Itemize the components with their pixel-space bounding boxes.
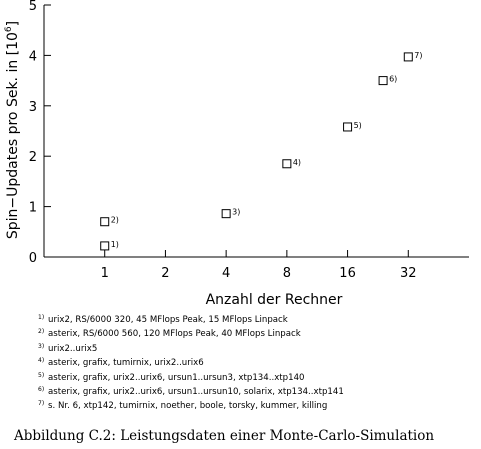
data-point-marker [222,210,230,218]
footnote-text: asterix, grafix, urix2..urix6, ursun1..ursun10, solarix, xtp134..xtp141 [48,387,344,398]
data-point-label: 4) [292,157,302,167]
y-axis-label-exponent: 6 [4,26,14,33]
footnote-item [38,370,478,384]
footnote-marker: 4) [38,357,45,365]
footnote-marker: 7) [38,400,45,408]
data-point-marker [101,242,109,250]
y-tick-label: 5 [28,0,37,14]
footnote-marker: 5) [38,371,45,379]
footnote-text: asterix, RS/6000 560, 120 MFlops Peak, 40 MFlops Linpack [48,329,301,340]
footnote-marker: 2) [38,328,45,336]
y-tick-label: 1 [28,200,37,216]
data-point-label: 6) [389,74,398,84]
y-axis-label [4,21,21,239]
data-point-marker [101,218,109,226]
data-point-label: 5) [353,120,362,130]
footnote-item [38,341,478,355]
footnote-marker: 3) [38,342,45,350]
footnote-text: asterix, grafix, tumirnix, urix2..urix6 [48,358,204,369]
y-tick-label: 2 [28,150,37,166]
y-tick-label: 3 [28,99,37,115]
x-tick-label: 2 [161,266,170,281]
x-axis-label: Anzahl der Rechner [205,292,343,308]
footnote-text: urix2, RS/6000 320, 45 MFlops Peak, 15 MFlops Linpack [48,315,288,325]
data-point-marker [404,53,412,61]
footnote-item [38,398,478,412]
data-point-marker [379,77,387,85]
y-axis-label-text: Spin−Updates pro Sek. in [10 [5,32,21,240]
figure-caption: Abbildung C.2: Leistungsdaten einer Monte-Carlo-Simulation [14,428,435,444]
x-axis-ticks [101,250,417,281]
data-point-marker [344,123,352,131]
footnote-item [38,312,478,326]
footnote-marker: 1) [38,314,45,321]
footnote-text: asterix, grafix, urix2..urix6, ursun1..ursun3, xtp134..xtp140 [48,372,305,383]
footnote-text: urix2..urix5 [48,343,98,354]
y-axis-label-close: ] [5,20,21,27]
data-point-marker [283,160,291,168]
x-tick-label: 4 [222,266,231,281]
footnote-text: s. Nr. 6, xtp142, tumirnix, noether, boole, torsky, kummer, killing [48,401,328,412]
data-point-label: 1) [110,239,119,249]
footnote-item [38,355,478,369]
footnote-item [38,384,478,398]
x-tick-label: 16 [339,266,356,281]
data-point-label: 3) [232,207,241,217]
x-tick-label: 32 [400,266,417,281]
data-point-label: 2) [110,215,119,225]
x-tick-label: 8 [282,266,291,281]
x-tick-label: 1 [100,266,109,281]
data-point-label: 7) [414,50,423,60]
data-points [101,51,423,250]
y-tick-label: 4 [28,49,37,65]
y-axis-ticks [29,0,51,266]
footnote-item [38,326,478,340]
footnote-list [38,312,478,413]
y-tick-label: 0 [28,251,37,266]
footnote-marker: 6) [38,386,45,394]
